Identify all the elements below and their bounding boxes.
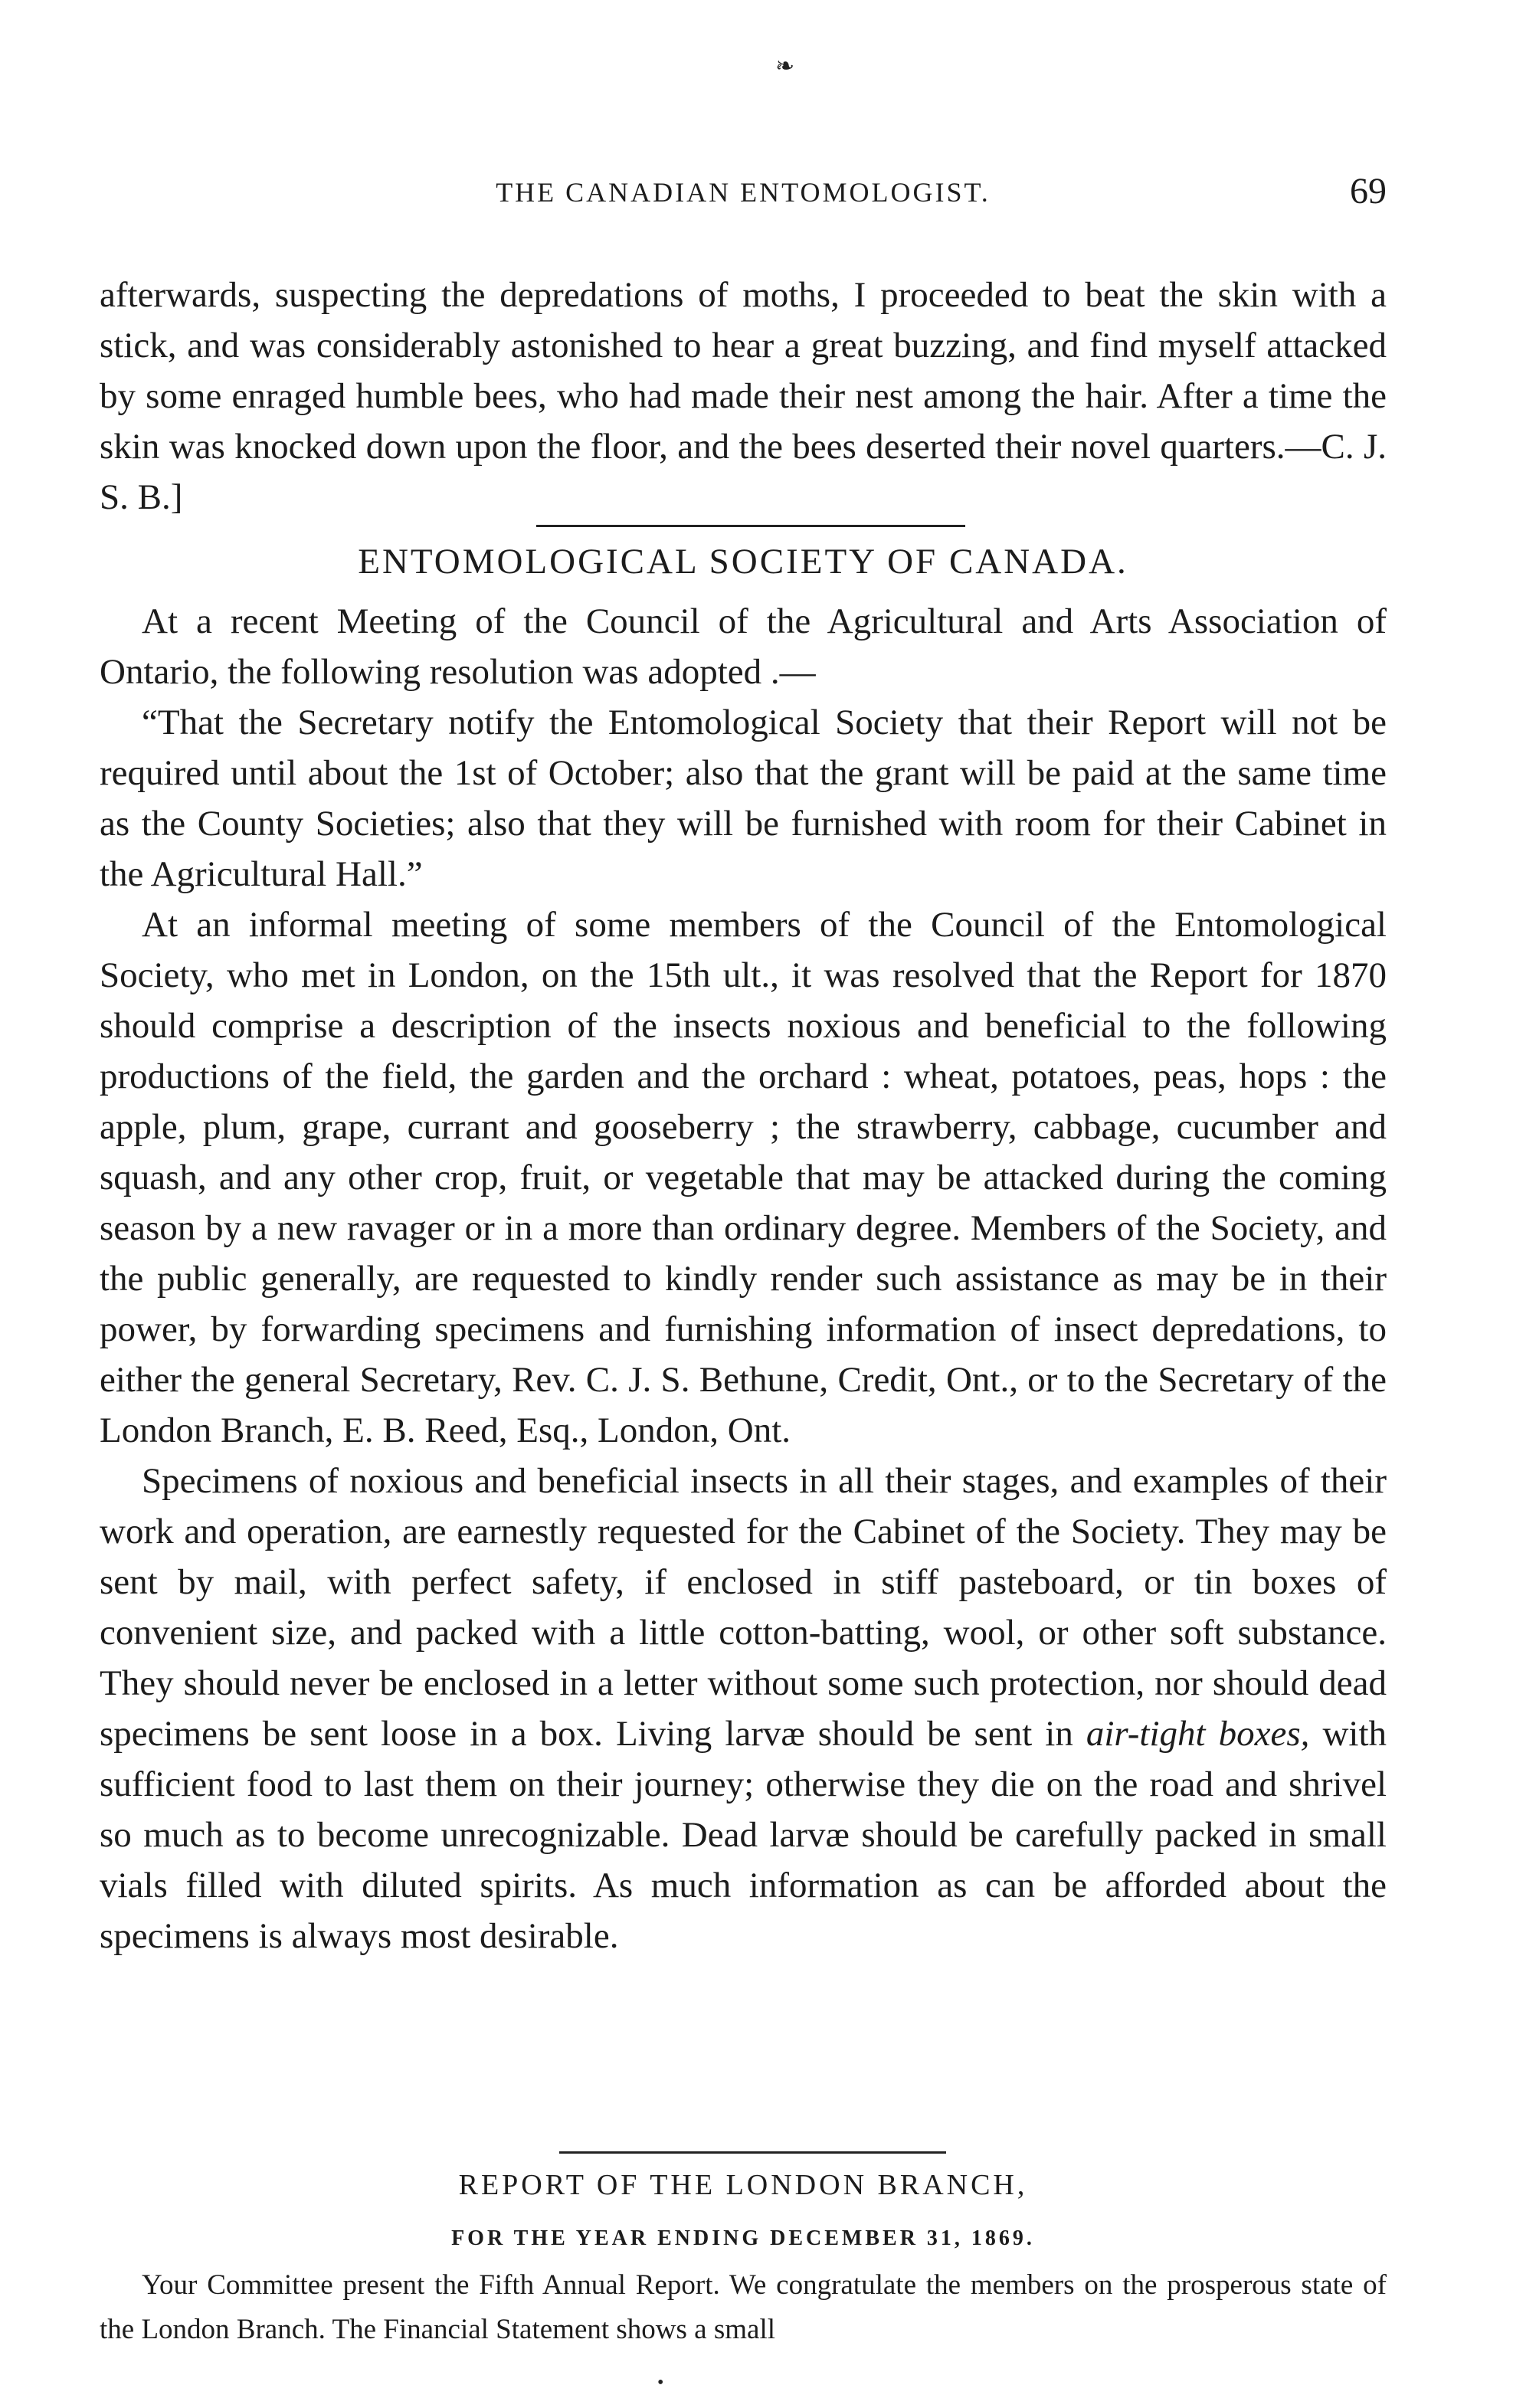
section-divider-rule [536, 525, 965, 527]
society-text-block [100, 596, 1387, 1961]
section-heading-report: REPORT OF THE LONDON BRANCH, [458, 2169, 1028, 2201]
emphasis-air-tight-boxes: air-tight boxes, [1086, 1714, 1310, 1754]
running-title: THE CANADIAN ENTOMOLOGIST. [496, 177, 991, 208]
section-heading-society: ENTOMOLOGICAL SOCIETY OF CANADA. [358, 542, 1128, 582]
report-divider-rule [559, 2151, 946, 2154]
opening-paragraph: afterwards, suspecting the depredations of moths, I proceeded to beat the skin with a stick, and was considerably astonished to hear a great buzzing, and find myself attacked by some enraged humble bees, who had made their nest among the hair. After a time the skin was knocked down upon the floor, and the bees deserted their novel quarters.—C. J. S. B.] [100, 275, 1387, 517]
page-header [100, 170, 1387, 216]
specimens-text-end: with sufficient food to last them on their journey; otherwise they die on the road and shrivel so much as to become unrecognizable. Dead larvæ should be carefully packed in small vials filled with diluted spirits. As much information as can be afforded about the specimens is always most desirable. [100, 1714, 1387, 1956]
paragraph-informal-meeting: At an informal meeting of some members of the Council of the Entomological Society, who met in London, on the 15th ult., it was resolved that the Report for 1870 should comprise a description of the insects noxious and beneficial to the following productions of the field, the garden and the orchard : wheat, potatoes, peas, hops : the apple, plum, grape, currant and gooseberry ; the strawberry, cabbage, cucumber and squash, and any other crop, fruit, or vegetable that may be attacked during the coming season by a new ravager or in a more than ordinary degree. Members of the Society, and the public generally, are requested to kindly render such assistance as may be in their power, by forwarding specimens and furnishing information of insect depredations, to either the general Secretary, Rev. C. J. S. Bethune, Credit, Ont., or to the Secretary of the London Branch, E. B. Reed, Esq., London, Ont. [100, 905, 1387, 1450]
paragraph-resolution-quote: “That the Secretary notify the Entomological Society that their Report will not be required until about the 1st of October; also that the grant will be paid at the same time as the County Societies; also that they will be furnished with room for their Cabinet in the Agricultural Hall.” [100, 703, 1387, 894]
report-subheading: FOR THE YEAR ENDING DECEMBER 31, 1869. [451, 2226, 1035, 2250]
report-text-block [100, 2263, 1387, 2352]
paragraph-council-meeting: At a recent Meeting of the Council of the Agricultural and Arts Association of Ontario, the following resolution was adopted .— [100, 601, 1387, 692]
printer-mark-top: ❧ [775, 54, 795, 79]
opening-text-block [100, 270, 1387, 523]
page-number: 69 [1350, 171, 1387, 211]
specimens-text-start: Specimens of noxious and beneficial insects in all their stages, and examples of their work and operation, are earnestly requested for the Cabinet of the Society. They may be sent by mail, with perfect safety, if enclosed in stiff pasteboard, or tin boxes of convenient size, and packed with a little cotton-batting, wool, or other soft substance. They should never be enclosed in a letter without some such protection, nor should dead specimens be sent loose in a box. Living larvæ should be sent in [100, 1461, 1387, 1754]
paragraph-annual-report: Your Committee present the Fifth Annual Report. We congratulate the members on the prosperous state of the London Branch. The Financial Statement shows a small [100, 2269, 1387, 2345]
printer-mark-bottom: • [657, 2373, 664, 2393]
paragraph-specimens-request [100, 1456, 1387, 1961]
